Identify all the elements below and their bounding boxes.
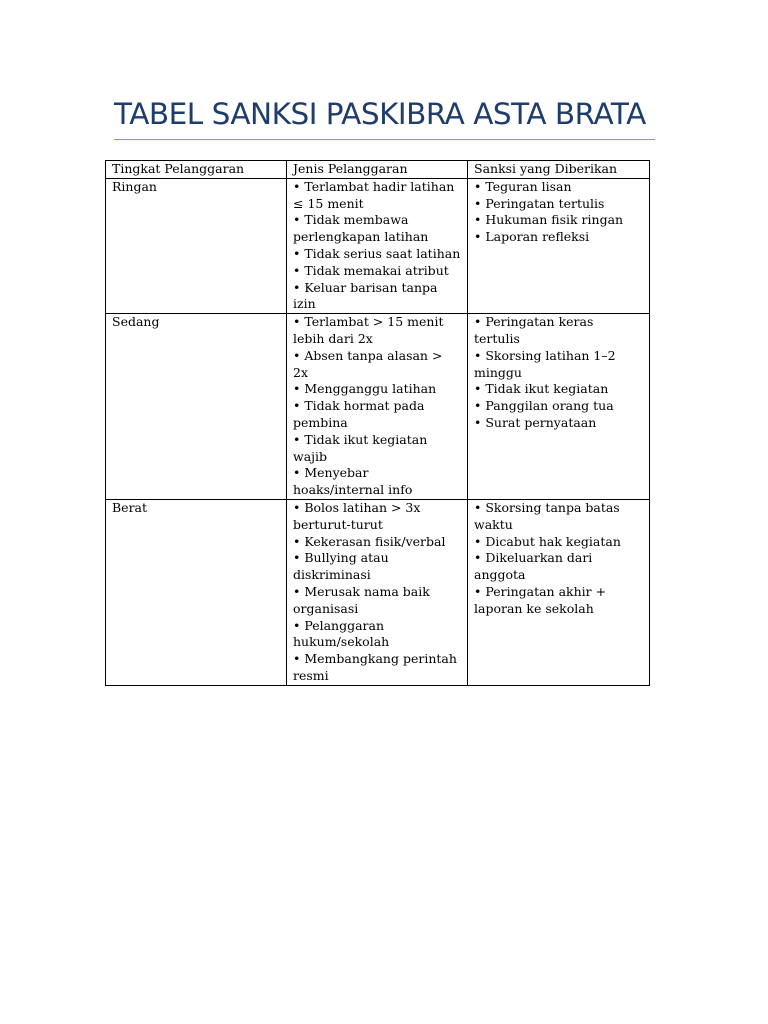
sanctions-table: [105, 160, 650, 686]
table-row-sedang: [106, 314, 650, 500]
violation-item: • Menyebar hoaks/internal info: [293, 465, 413, 498]
sanction-item: • Hukuman fisik ringan: [474, 212, 624, 228]
violation-item: • Tidak memakai atribut: [293, 262, 449, 278]
violation-item: • Mengganggu latihan: [293, 381, 437, 397]
sanction-item: • Laporan refleksi: [474, 229, 590, 245]
sanctions-cell: [468, 499, 650, 685]
sanction-item: • Teguran lisan: [474, 178, 572, 194]
sanction-item: • Peringatan tertulis: [474, 195, 605, 211]
violations-cell: [287, 314, 468, 500]
violation-item: • Keluar barisan tanpa izin: [293, 279, 438, 312]
sanctions-cell: [468, 178, 650, 313]
violation-item: • Merusak nama baik organisasi: [293, 583, 430, 616]
level-cell: Berat: [106, 499, 287, 685]
violation-item: • Pelanggaran hukum/sekolah: [293, 617, 390, 650]
header-jenis-pelanggaran: Jenis Pelanggaran: [287, 161, 468, 179]
header-sanksi: Sanksi yang Diberikan: [468, 161, 650, 179]
violation-item: • Membangkang perintah resmi: [293, 651, 457, 683]
level-cell: Sedang: [106, 314, 287, 500]
table-header-row: [106, 161, 650, 179]
violations-cell: [287, 178, 468, 313]
sanction-item: • Skorsing latihan 1–2 minggu: [474, 347, 616, 380]
violation-item: • Bullying atau diskriminasi: [293, 550, 389, 583]
sanctions-cell: [468, 314, 650, 500]
violation-item: • Absen tanpa alasan > 2x: [293, 347, 443, 380]
violation-item: • Terlambat hadir latihan ≤ 15 menit: [293, 178, 455, 211]
table-row-berat: [106, 499, 650, 685]
sanction-item: • Skorsing tanpa batas waktu: [474, 499, 620, 532]
sanction-item: • Tidak ikut kegiatan: [474, 381, 609, 397]
sanction-item: • Peringatan keras tertulis: [474, 314, 594, 346]
table-row-ringan: [106, 178, 650, 313]
header-tingkat-pelanggaran: Tingkat Pelanggaran: [106, 161, 287, 179]
sanction-item: • Dikeluarkan dari anggota: [474, 550, 593, 583]
sanction-item: • Panggilan orang tua: [474, 398, 614, 414]
violation-item: • Kekerasan fisik/verbal: [293, 533, 446, 549]
violation-item: • Terlambat > 15 menit lebih dari 2x: [293, 314, 444, 346]
sanction-item: • Dicabut hak kegiatan: [474, 533, 621, 549]
violation-item: • Tidak serius saat latihan: [293, 245, 461, 261]
violation-item: • Tidak hormat pada pembina: [293, 398, 425, 430]
violation-item: • Bolos latihan > 3x berturut-turut: [293, 499, 421, 532]
violations-cell: [287, 499, 468, 685]
sanction-item: • Surat pernyataan: [474, 414, 597, 430]
page-title: TABEL SANKSI PASKIBRA ASTA BRATA: [114, 97, 646, 131]
title-divider: [114, 139, 655, 140]
sanction-item: • Peringatan akhir + laporan ke sekolah: [474, 583, 607, 616]
violation-item: • Tidak membawa perlengkapan latihan: [293, 212, 429, 245]
violation-item: • Tidak ikut kegiatan wajib: [293, 431, 428, 464]
level-cell: Ringan: [106, 178, 287, 313]
